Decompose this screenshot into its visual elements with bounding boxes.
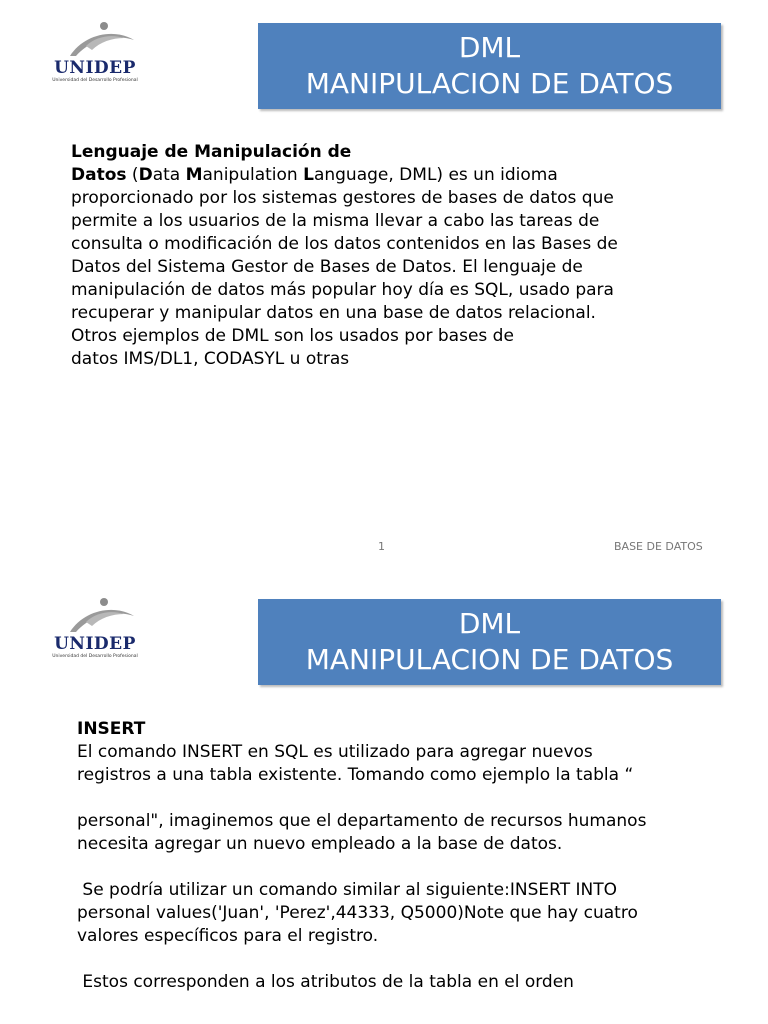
logo-swoosh-icon <box>64 596 136 636</box>
body-part: anipulation <box>202 165 304 185</box>
logo-brand: UNIDEP <box>54 634 136 654</box>
body-part: ata <box>152 165 186 185</box>
page-number: 1 <box>378 540 385 553</box>
unidep-logo <box>50 20 140 90</box>
logo-tagline: Universidad del Desarrollo Profesional <box>52 78 138 83</box>
body-heading: Lenguaje de Manipulación de <box>71 142 352 162</box>
body-part: D <box>138 165 153 185</box>
slide-2 <box>0 578 768 1024</box>
body-paragraph-3: Se podría utilizar un comando similar al siguiente:INSERT INTO personal values('Juan', 'Perez',44333, Q5000)Note que hay cuatro valores específicos para el registro. <box>77 880 644 946</box>
body-paragraph-2: personal", imaginemos que el departamento de recursos humanos necesita agregar un nuevo empleado a la base de datos. <box>77 811 652 854</box>
slide-body <box>77 718 662 994</box>
body-paragraph <box>71 164 646 348</box>
logo-tagline: Universidad del Desarrollo Profesional <box>52 654 138 659</box>
body-part: L <box>303 165 314 185</box>
body-last-line: datos IMS/DL1, CODASYL u otras <box>71 349 350 369</box>
logo-swoosh-icon <box>64 20 136 60</box>
body-part: ( <box>126 165 139 185</box>
body-part: M <box>185 165 203 185</box>
body-heading: INSERT <box>77 719 146 739</box>
body-part: anguage, DML) es un idioma proporcionado por los sistemas gestores de bases de datos que permite a los usuarios de la misma llevar a cabo las tareas de consulta o modificación de los datos contenidos en las Bases de Datos del Sistema Gestor de Bases de Datos. El lenguaje de manipulación de datos más popular hoy día es SQL, usado para recuperar y manipular datos en una base de datos relacional. Otros ejemplos de DML son los usados por bases de <box>71 165 624 346</box>
slide-body <box>71 141 646 371</box>
slide-title-line-2: MANIPULACION DE DATOS <box>305 643 674 676</box>
slide-title-line-1: DML <box>458 607 521 640</box>
slide-title-line-2: MANIPULACION DE DATOS <box>305 67 674 100</box>
slide-title <box>258 23 721 109</box>
body-paragraph-1: El comando INSERT en SQL es utilizado para agregar nuevos registros a una tabla existente. Tomando como ejemplo la tabla “ <box>77 742 634 785</box>
footer-label: BASE DE DATOS <box>614 540 703 553</box>
body-part: Datos <box>71 165 127 185</box>
logo-brand: UNIDEP <box>54 58 136 78</box>
unidep-logo <box>50 596 140 666</box>
body-paragraph-4: Estos corresponden a los atributos de la tabla en el orden <box>77 972 574 992</box>
slide-title <box>258 599 721 685</box>
slide-title-line-1: DML <box>458 31 521 64</box>
